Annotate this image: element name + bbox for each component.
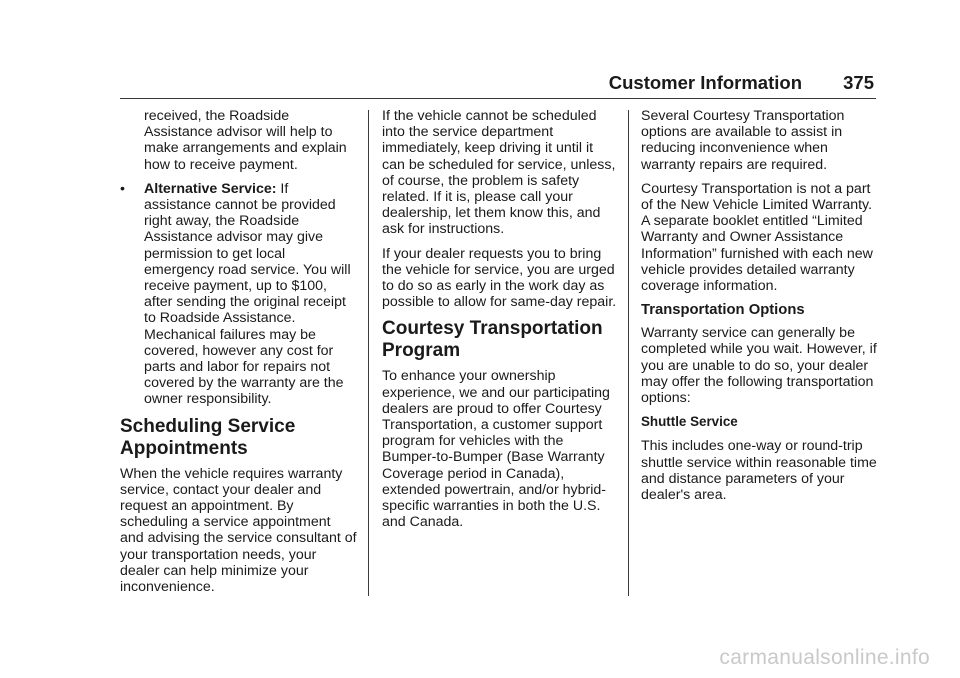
column-2 — [382, 108, 618, 538]
paragraph-warranty-service: Warranty service can generally be completed while you wait. However, if you are unable to do so, your dealer may offer the following transportation options: — [641, 325, 877, 407]
column-3 — [641, 108, 879, 511]
heading-shuttle-service: Shuttle Service — [641, 414, 738, 430]
paragraph-ownership-experience: To enhance your ownership experience, we and our participating dealers are proud to offer Courtesy Transportation, a customer support program for vehicles with the Bumper-to-Bumper (Base Warranty Coverage period in Canada), extended powertrain, and/or hybrid-specific warranties in both the U.S. and Canada. — [382, 368, 610, 531]
heading-scheduling-service: Scheduling Service Appointments — [120, 415, 296, 459]
page-header — [120, 70, 876, 100]
paragraph-options-available: Several Courtesy Transportation options are available to assist in reducing inconvenience when warranty repairs are required. — [641, 108, 845, 173]
intro-paragraph: received, the Roadside Assistance advisor will help to make arrangements and explain how to receive payment. — [144, 108, 347, 173]
section-title: Customer Information — [608, 72, 802, 93]
heading-courtesy-transportation: Courtesy Transportation Program — [382, 318, 603, 362]
paragraph-cannot-schedule: If the vehicle cannot be scheduled into the service department immediately, keep driving it until it can be scheduled for service, unless, of course, the problem is safety related. If it is, please call your dealership, let them know this, and ask for instructions. — [382, 108, 616, 238]
bullet-icon: • — [120, 180, 125, 197]
bullet-text: If assistance cannot be provided right away, the Roadside Assistance advisor may give permission to get local emergency road service. You will receive payment, up to $100, after sending the original receipt to Roadside Assistance. Mechanical failures may be covered, however any cost for parts and labor for repairs not covered by the warranty are the owner responsibility. — [144, 180, 351, 408]
list-item-alternative-service — [120, 181, 358, 408]
header-rule — [120, 98, 876, 99]
bullet-label: Alternative Service: — [144, 180, 277, 197]
paragraph-dealer-requests: If your dealer requests you to bring the vehicle for service, you are urged to do so as early in the work day as possible to allow for same-day repair. — [382, 245, 617, 311]
column-divider — [368, 110, 369, 596]
paragraph-not-warranty: Courtesy Transportation is not a part of the New Vehicle Limited Warranty. A separate booklet entitled “Limited Warranty and Owner Assistance Information” furnished with each new vehicle provides detailed warranty coverage information. — [641, 180, 873, 295]
paragraph-scheduling: When the vehicle requires warranty service, contact your dealer and request an appointment. By scheduling a service appointment and advising the service consultant of your transportation needs, your dealer can help minimize your inconvenience. — [120, 465, 357, 596]
paragraph-shuttle: This includes one-way or round-trip shuttle service within reasonable time and distance parameters of your dealer's area. — [641, 438, 877, 504]
page-number: 375 — [843, 72, 874, 93]
column-1 — [120, 108, 358, 603]
heading-transportation-options: Transportation Options — [641, 302, 805, 319]
watermark: carmanualsonline.info — [719, 646, 930, 669]
column-divider — [628, 110, 629, 596]
